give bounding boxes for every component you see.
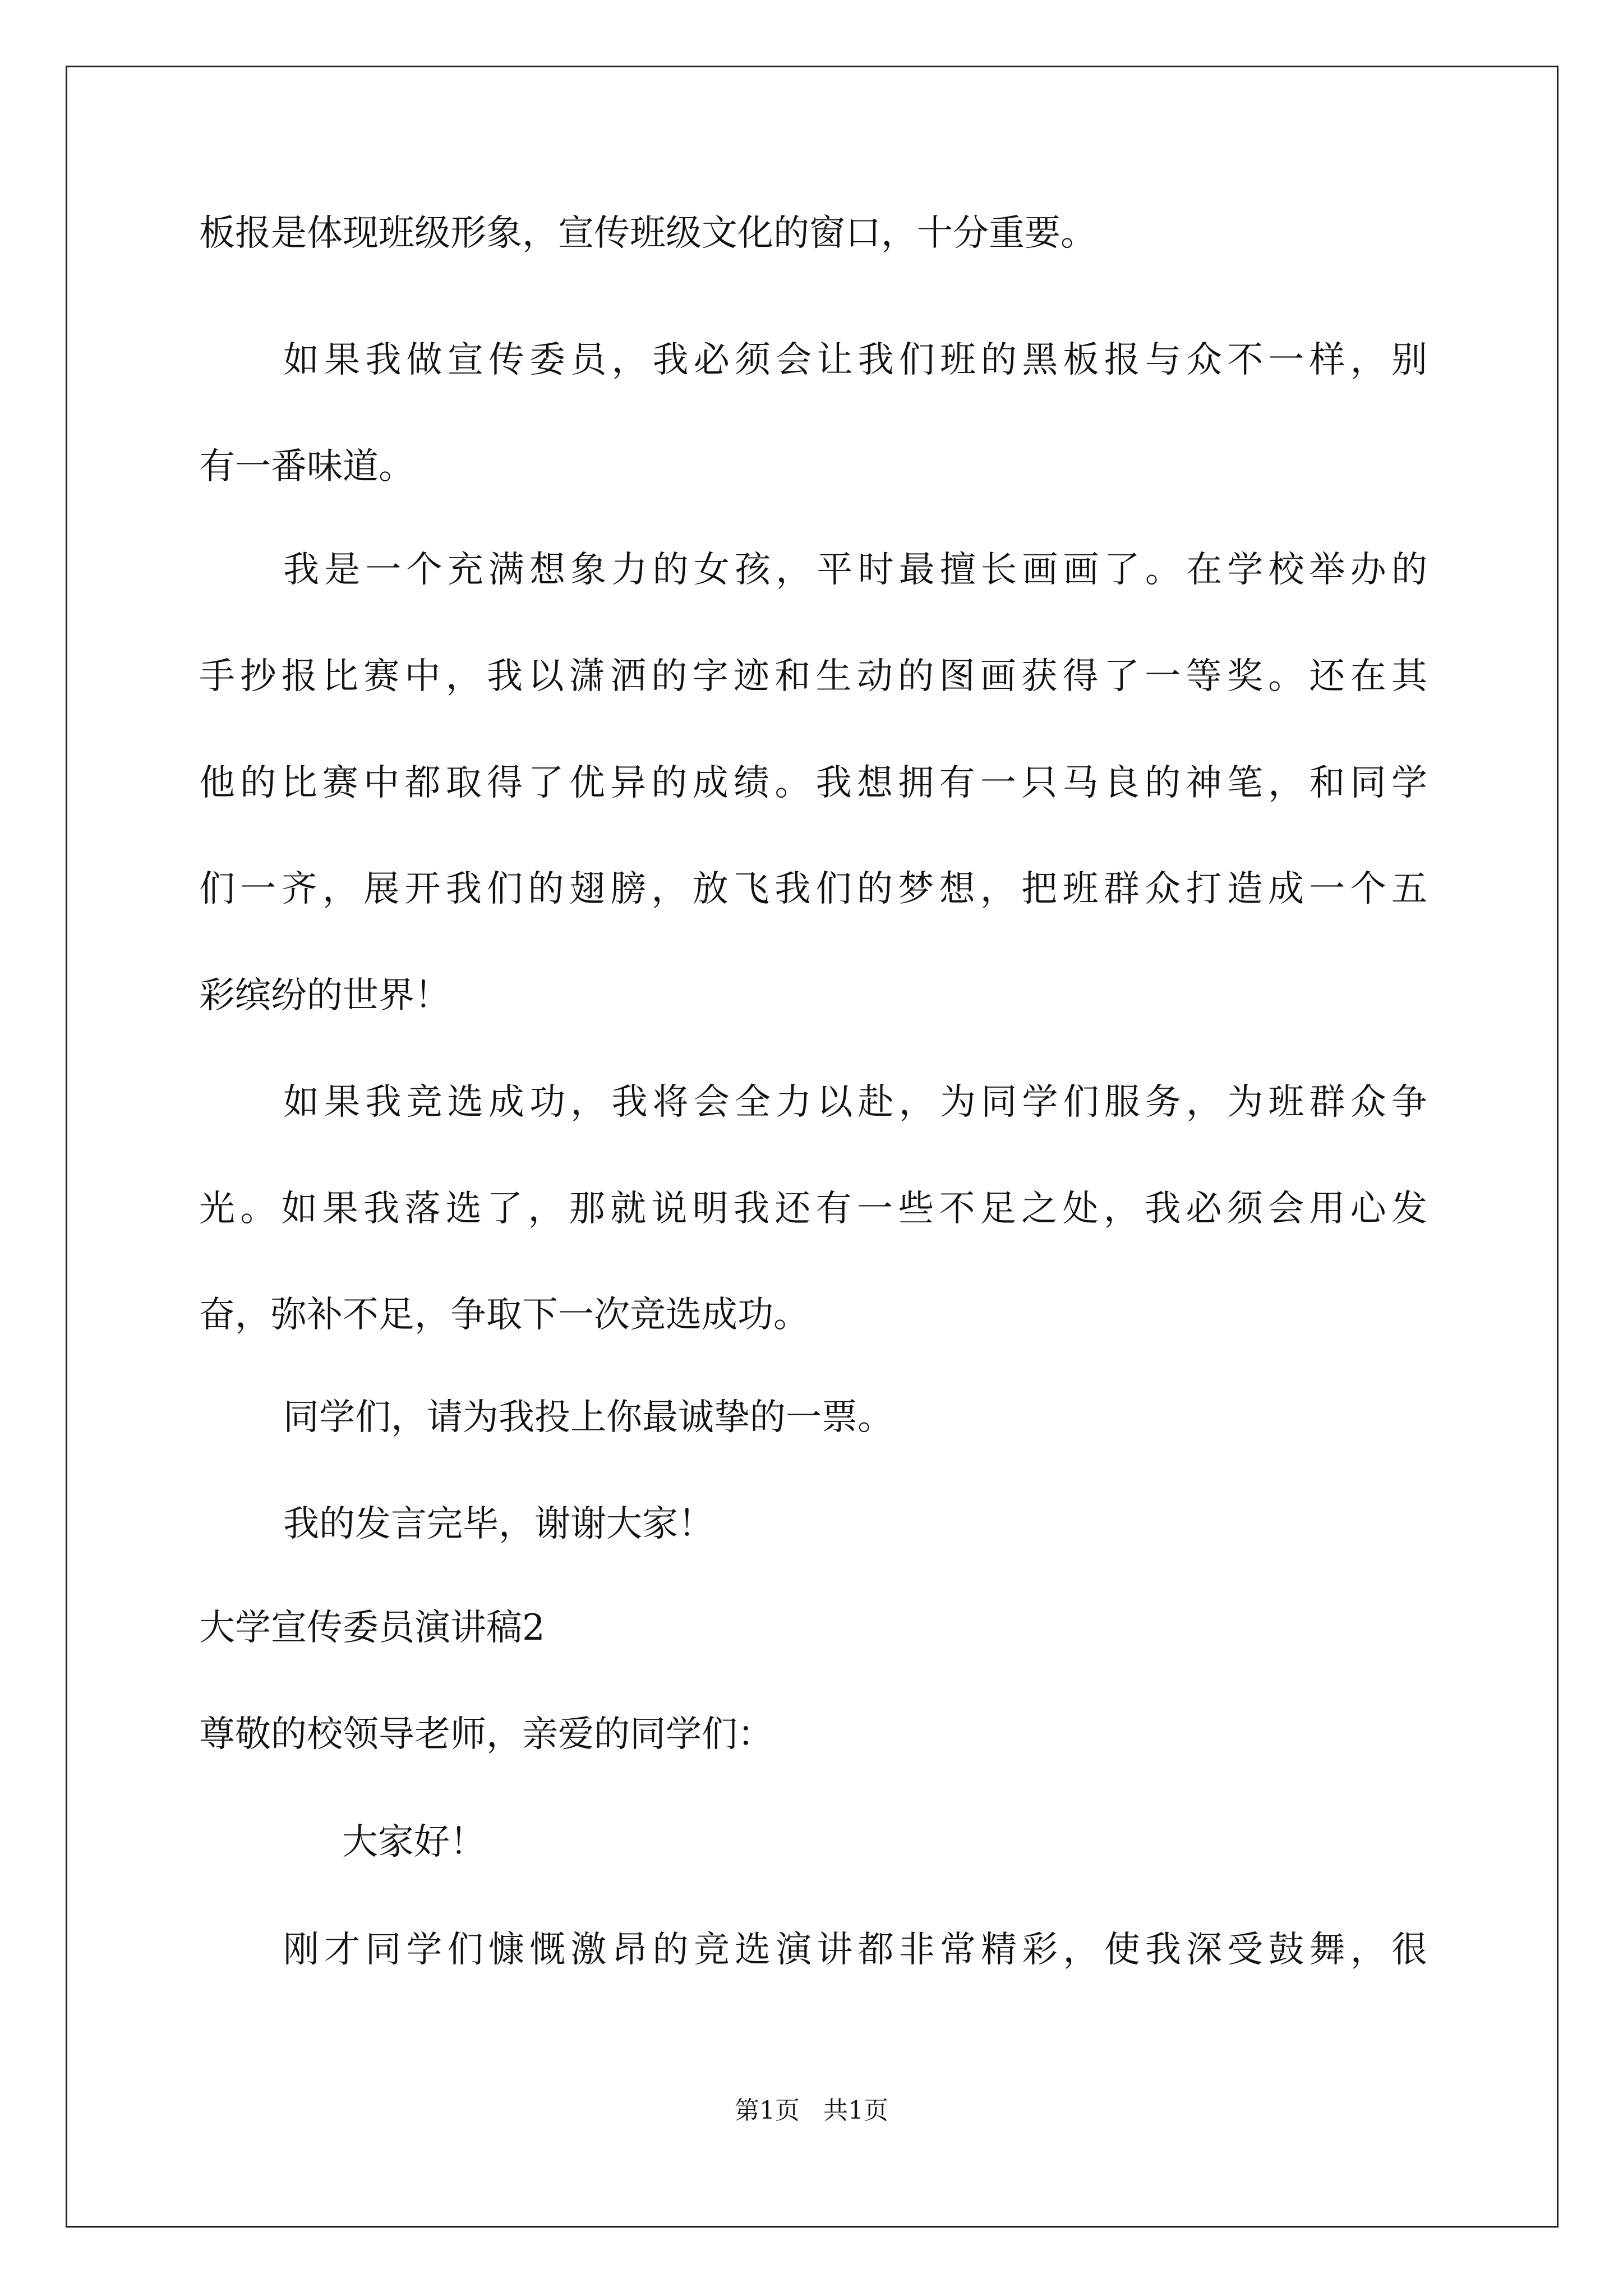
text-line: 有一番味道。 <box>199 446 414 487</box>
text-line: 手抄报比赛中，我以潇洒的字迹和生动的图画获得了一等奖。还在其 <box>199 656 1427 697</box>
text-line: 如果我做宣传委员，我必须会让我们班的黑板报与众不一样，别 <box>283 339 1427 381</box>
page-footer: 第1页 共1页 <box>735 2096 888 2125</box>
text-line: 光。如果我落选了，那就说明我还有一些不足之处，我必须会用心发 <box>199 1188 1427 1230</box>
text-line: 刚才同学们慷慨激昂的竞选演讲都非常精彩，使我深受鼓舞，很 <box>283 1929 1427 1971</box>
page-border <box>66 66 1559 2228</box>
text-line: 我的发言完毕，谢谢大家！ <box>283 1503 714 1545</box>
text-line: 们一齐，展开我们的翅膀，放飞我们的梦想，把班群众打造成一个五 <box>199 868 1427 910</box>
text-line: 如果我竞选成功，我将会全力以赴，为同学们服务，为班群众争 <box>283 1082 1427 1123</box>
text-line: 彩缤纷的世界！ <box>199 975 450 1016</box>
text-line: 板报是体现班级形象，宣传班级文化的窗口，十分重要。 <box>199 213 1096 254</box>
text-line: 奋，弥补不足，争取下一次竞选成功。 <box>199 1294 809 1336</box>
text-line: 他的比赛中都取得了优异的成绩。我想拥有一只马良的神笔，和同学 <box>199 762 1427 804</box>
text-line: 同学们，请为我投上你最诚挚的一票。 <box>283 1397 893 1438</box>
text-line: 我是一个充满想象力的女孩，平时最擅长画画了。在学校举办的 <box>283 549 1427 591</box>
greeting: 大家好！ <box>342 1821 486 1863</box>
section-heading: 大学宣传委员演讲稿2 <box>199 1607 545 1649</box>
salutation: 尊敬的校领导老师，亲爱的同学们： <box>199 1714 773 1755</box>
